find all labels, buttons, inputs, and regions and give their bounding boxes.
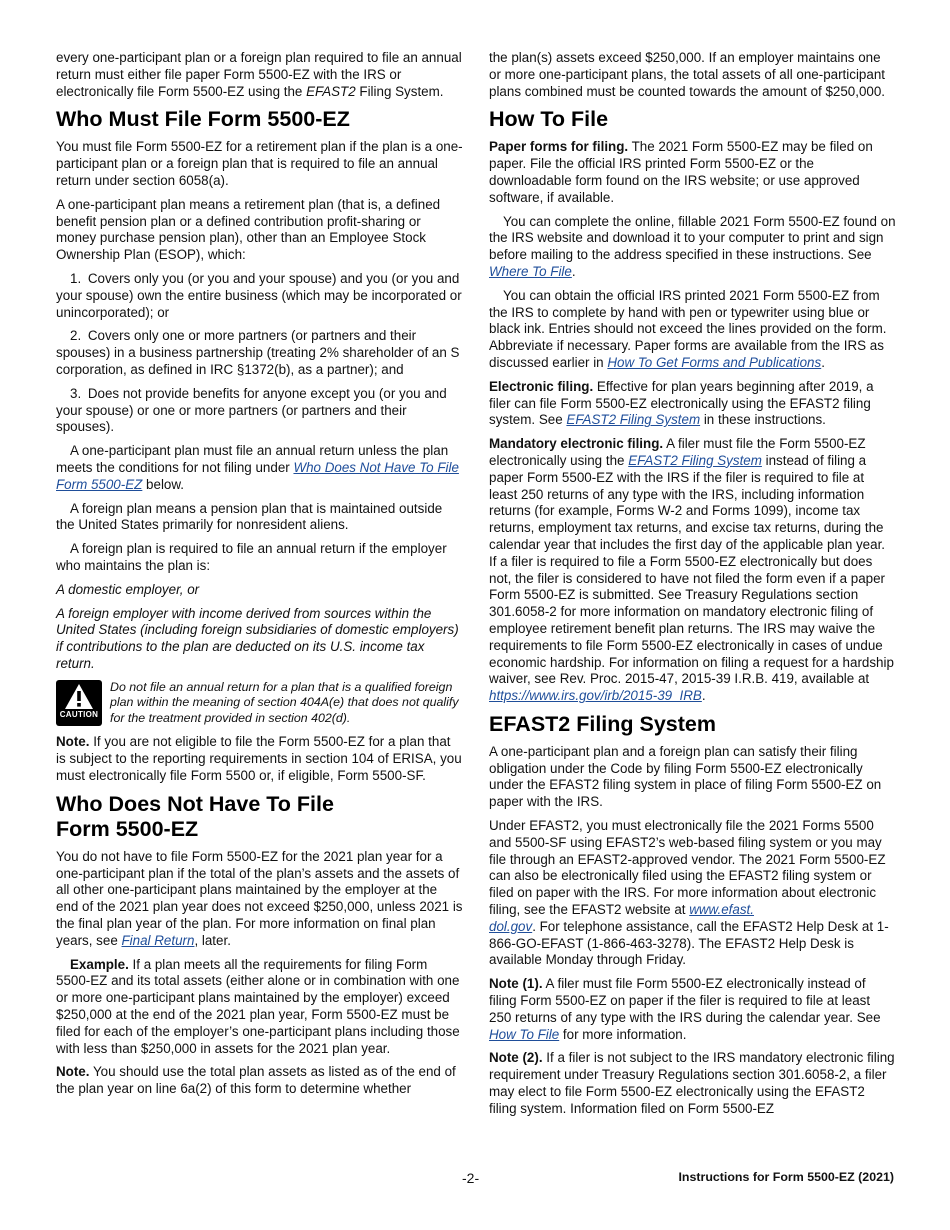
- note-label: Note.: [56, 1064, 90, 1080]
- note-paragraph-2: [56, 1064, 463, 1098]
- efast2-text-end: . For telephone assistance, call the EFAST2 Help Desk at 1-866-GO-EFAST (1-866-463-3278). The EFAST2 Help Desk is available Monday through Friday.: [489, 918, 889, 968]
- obtain-text-end: .: [821, 354, 825, 370]
- one-participant-definition: A one-participant plan means a retirement plan (that is, a defined benefit pension plan or a defined contribution profit-sharing or money purchase pension plan), other than an Employee Stock Ownership Plan (ESOP), which:: [56, 196, 441, 263]
- efast2-paragraph-1: A one-participant plan and a foreign plan can satisfy their filing obligation under the Code by filing Form 5500-EZ electronically under the EFAST2 filing system in place of filing Form 5500-EZ on paper with the IRS.: [489, 743, 882, 810]
- example-paragraph: [56, 957, 463, 1058]
- heading-efast2: EFAST2 Filing System: [489, 711, 716, 736]
- who-does-not-have-to-file-link[interactable]: Who Does Not Have To File Form 5500-EZ: [56, 459, 459, 492]
- must-annual-text: A one-participant plan must file an annual return unless the plan meets the conditions for not filing under: [56, 443, 449, 475]
- caution-triangle-icon: [56, 680, 102, 726]
- intro-efast2-term: EFAST2: [306, 83, 356, 99]
- mandatory-label: Mandatory electronic filing.: [489, 436, 664, 452]
- mandatory-electronic-paragraph: [489, 436, 896, 705]
- efast2-filing-system-link[interactable]: EFAST2 Filing System: [566, 412, 701, 428]
- note-paragraph-1: [56, 734, 463, 784]
- note-2-paragraph: [489, 1050, 896, 1117]
- note-1-label: Note (1).: [489, 976, 543, 992]
- obtain-paper-paragraph: [489, 288, 896, 372]
- where-to-file-link[interactable]: Where To File: [489, 263, 572, 279]
- page-footer: [56, 1170, 894, 1188]
- mandatory-text-body: instead of filing a paper Form 5500-EZ with the IRS if the filer is required to file at least 250 returns of any type with the IRS, including information returns (for example, Forms W-2 and Forms 1099), income tax returns, employment tax returns, and excise tax returns, during the calendar year that includes the first day of the applicable plan year. If a filer is required to file a Form 5500-EZ electronically but does not, the filer is considered to have not filed the form even if a paper Form 5500-EZ is submitted. See Treasury Regulations section 301.6058-2 for more information on mandatory electronic filing of employee retirement benefit plan returns. The IRS may waive the requirements to file Form 5500-EZ electronically in cases of undue economic hardship. For information on filing a request for a hardship waiver, see Rev. Proc. 2015-47, 2015-39 I.R.B. 419, available at: [489, 452, 894, 687]
- not-file-paragraph: [56, 849, 463, 950]
- example-label: Example.: [70, 956, 129, 972]
- heading-line-2: Form 5500-EZ: [56, 816, 199, 841]
- caution-box: [56, 680, 463, 727]
- paper-forms-paragraph: [489, 139, 896, 206]
- efast2-paragraph-2: [489, 818, 896, 969]
- caution-triangle-shape: [64, 683, 94, 710]
- note-2-text: If a filer is not subject to the IRS mandatory electronic filing requirement under Treasury Regulations section 301.6058-2, a filer may elect to file Form 5500-EZ electronically using the EFAST2 filing system. Information filed on Form 5500-EZ: [489, 1050, 895, 1116]
- heading-who-does-not-file: [56, 792, 463, 842]
- note-2-label: Note (2).: [489, 1050, 543, 1066]
- foreign-employer-line: A foreign employer with income derived from sources within the United States (including foreign subsidiaries of domestic employers) if contributions to the plan are deducted on its U.S. income tax return.: [56, 605, 459, 671]
- obtain-text: You can obtain the official IRS printed 2021 Form 5500-EZ from the IRS to complete by hand with pen or typewriter using blue or black ink. Entries should not exceed the lines provided on the form. Abbreviate if necessary. Paper forms are available from the IRS as discussed earlier in: [489, 287, 887, 370]
- foreign-plan-definition: A foreign plan means a pension plan that is maintained outside the United States primarily for nonresident aliens.: [56, 500, 443, 533]
- final-return-link[interactable]: Final Return: [121, 932, 195, 948]
- note-1-text-end: for more information.: [559, 1026, 687, 1042]
- intro-text: every one-participant plan or a foreign plan required to file an annual return must either file paper Form 5500-EZ with the IRS or electronically file Form 5500-EZ using the: [56, 50, 462, 99]
- mandatory-text-end: .: [701, 688, 706, 704]
- note-1-paragraph: [489, 976, 896, 1043]
- online-text-end: .: [571, 263, 576, 279]
- not-file-text: You do not have to file Form 5500-EZ for the 2021 plan year for a one-participant plan if the total of the plan’s assets and the assets of all other one-participant plans maintained by the employer at the end of the 2021 plan year does not exceed $250,000, unless 2021 is the final plan year of the plan. For more information on final plan years, see: [56, 848, 463, 948]
- how-to-get-forms-link[interactable]: How To Get Forms and Publications: [607, 354, 822, 370]
- intro-text-end: Filing System.: [355, 83, 444, 99]
- online-fillable-paragraph: [489, 214, 896, 281]
- electronic-filing-text: Effective for plan years beginning after 2019, a filer can file Form 5500-EZ electronically using the EFAST2 filing system. See: [489, 378, 874, 428]
- mandatory-text: A filer must file the Form 5500-EZ electronically using the: [489, 436, 866, 468]
- note-text: You should use the total plan assets as listed as of the end of the plan year on line 6a(2) of this form to determine whether: [56, 1064, 456, 1097]
- note-1-text: A filer must file Form 5500-EZ electronically instead of filing Form 5500-EZ on paper if the filer is required to file at least 250 returns of any type with the IRS during the calendar year. See: [489, 976, 881, 1025]
- how-to-file-link[interactable]: How To File: [489, 1026, 560, 1042]
- paper-forms-label: Paper forms for filing.: [489, 139, 629, 155]
- page-number: -2-: [462, 1170, 480, 1186]
- must-annual-text-end: below.: [142, 476, 185, 492]
- heading-who-must-file: Who Must File Form 5500-EZ: [56, 107, 350, 132]
- heading-how-to-file: How To File: [489, 107, 609, 132]
- online-text: You can complete the online, fillable 2021 Form 5500-EZ found on the IRS website and download it to your computer to print and sign before mailing to the address specified in these instructions. See: [489, 213, 896, 263]
- example-text: If a plan meets all the requirements for filing Form 5500-EZ and its total assets (either alone or in combination with one or more one-participant plans maintained by the employer) exceed $250,000 at the end of the 2021 plan year, Form 5500-EZ must be filed for each of the employer’s one-participant plans including those with less than $250,000 in assets for the 2021 plan year.: [56, 956, 460, 1056]
- efast2-filing-system-link-2[interactable]: EFAST2 Filing System: [628, 452, 762, 468]
- list-item-2: 2. Covers only one or more partners (or partners and their spouses) in a business partnership (treating 2% shareholder of an S corporation, as defined in IRC §1372(b), as a partner); and: [56, 328, 460, 377]
- paper-forms-text: The 2021 Form 5500-EZ may be filed on paper. File the official IRS printed Form 5500-EZ or the downloadable form found on the IRS website; or use approved software, if available.: [489, 139, 873, 205]
- domestic-employer-line: A domestic employer, or: [56, 581, 200, 597]
- electronic-filing-text-end: in these instructions.: [700, 412, 826, 428]
- caution-label: CAUTION: [59, 709, 99, 719]
- form-title: Instructions for Form 5500-EZ (2021): [678, 1170, 894, 1184]
- note-text: If you are not eligible to file the Form 5500-EZ for a plan that is subject to the reporting requirements in section 104 of ERISA, you must electronically file Form 5500 or, if eligible, Form 5500-SF.: [56, 734, 462, 784]
- list-item-1: 1. Covers only you (or you and your spouse) and you (or you and your spouse) own the entire business (which may be incorporated or unincorporated); or: [56, 270, 462, 320]
- right-column: [489, 50, 896, 1125]
- efast-link-part-1[interactable]: www.efast.: [689, 902, 754, 918]
- continued-paragraph: the plan(s) assets exceed $250,000. If an employer maintains one or more one-participant plans, the total assets of all one-participant plans combined must be counted towards the amount of $250,000.: [489, 50, 886, 99]
- note-label: Note.: [56, 734, 90, 750]
- electronic-filing-label: Electronic filing.: [489, 378, 594, 394]
- heading-line-1: Who Does Not Have To File: [56, 791, 334, 816]
- electronic-filing-paragraph: [489, 379, 896, 429]
- foreign-plan-requirement: A foreign plan is required to file an annual return if the employer who maintains the plan is:: [56, 541, 447, 573]
- left-column: [56, 50, 463, 1105]
- list-item-3: 3. Does not provide benefits for anyone except you (or you and your spouse) or one or more partners (or partners and their spouses).: [56, 385, 447, 435]
- efast-link-part-2[interactable]: dol.gov: [489, 918, 533, 934]
- efast2-text: Under EFAST2, you must electronically file the 2021 Forms 5500 and 5500-SF using EFAST2’s web-based filing system or you may file through an EFAST2-approved vendor. The 2021 Form 5500-EZ can also be electronically filed using the EFAST2 filing system or filed on paper with the IRS. For more information about electronic filing, see the EFAST2 website at: [489, 818, 886, 918]
- not-file-text-end: , later.: [194, 932, 231, 948]
- irs-irb-link[interactable]: https://www.irs.gov/irb/2015-39_IRB: [489, 688, 702, 704]
- intro-paragraph: [56, 50, 463, 100]
- must-file-paragraph: You must file Form 5500-EZ for a retirement plan if the plan is a one-participant plan or a foreign plan that is required to file an annual return under section 6058(a).: [56, 139, 463, 188]
- caution-text: Do not file an annual return for a plan that is a qualified foreign plan within the meaning of section 404A(e) that does not qualify for the treatment provided in section 402(d).: [110, 679, 459, 725]
- must-annual-paragraph: [56, 443, 463, 493]
